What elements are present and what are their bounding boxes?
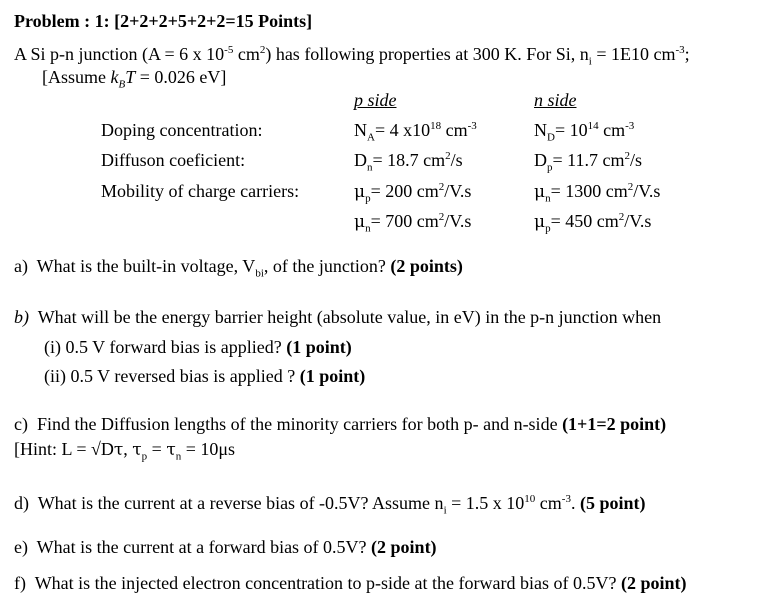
question-c: c) Find the Diffusion lengths of the minority carriers for both p- and n-side (1+1=2 point) xyxy=(14,414,667,434)
question-b-i: (i) 0.5 V forward bias is applied? (1 point) xyxy=(44,337,352,357)
n-mobility-hole-value: $\mu_p= 450$ $cm^2/V.s$ xyxy=(534,211,652,235)
question-b: b) What will be the energy barrier height (absolute value, in eV) in the p-n junction when xyxy=(14,307,662,327)
p-side-header: p side xyxy=(354,90,397,110)
question-c-hint: [Hint: L = √Dτ, $\tau_p = \tau_n = 10\mu s$ xyxy=(14,439,236,463)
question-e: e) What is the current at a forward bias of 0.5V? (2 point) xyxy=(14,537,437,557)
row-label-doping: Doping concentration: xyxy=(101,120,263,140)
question-f: f) What is the injected electron concentration to p-side at the forward bias of 0.5V? (2 point) xyxy=(14,573,687,593)
problem-intro: A Si p-n junction (A = 6 x $10^{-5}$ $cm^2$) has following properties at 300 K. For Si, $n_i = 1E10$ $cm^{-3}$; xyxy=(14,44,690,68)
row-label-diffusion: Diffuson coeficient: xyxy=(101,150,246,170)
question-a: a) What is the built-in voltage, $V_{bi}$, of the junction? (2 points) xyxy=(14,256,463,280)
question-d: d) What is the current at a reverse bias of -0.5V? Assume $n_i = 1.5$ x $10^{10}$ $cm^{-3}$. (5 point) xyxy=(14,493,646,517)
row-label-mobility: Mobility of charge carriers: xyxy=(101,181,300,201)
p-diffusion-value: $D_n= 18.7$ $cm^2/s$ xyxy=(354,150,463,174)
problem-title: Problem : 1: [2+2+2+5+2+2=15 Points] xyxy=(14,11,313,31)
n-mobility-electron-value: $\mu_n= 1300$ $cm^2/V.s$ xyxy=(534,181,661,205)
n-doping-value: $N_D= 10^{14}$ $cm^{-3}$ xyxy=(534,120,635,144)
p-doping-value: $N_A= 4$ $x10^{18}$ $cm^{-3}$ xyxy=(354,120,477,144)
assumption-note: [Assume $k_BT = 0.026$ eV] xyxy=(42,67,227,91)
p-mobility-hole-value: $\mu_p= 200$ $cm^2/V.s$ xyxy=(354,181,472,205)
n-side-header: n side xyxy=(534,90,577,110)
question-b-ii: (ii) 0.5 V reversed bias is applied ? (1 point) xyxy=(44,366,366,386)
n-diffusion-value: $D_p= 11.7$ $cm^2/s$ xyxy=(534,150,642,174)
p-mobility-electron-value: $\mu_n= 700$ $cm^2/V.s$ xyxy=(354,211,472,235)
